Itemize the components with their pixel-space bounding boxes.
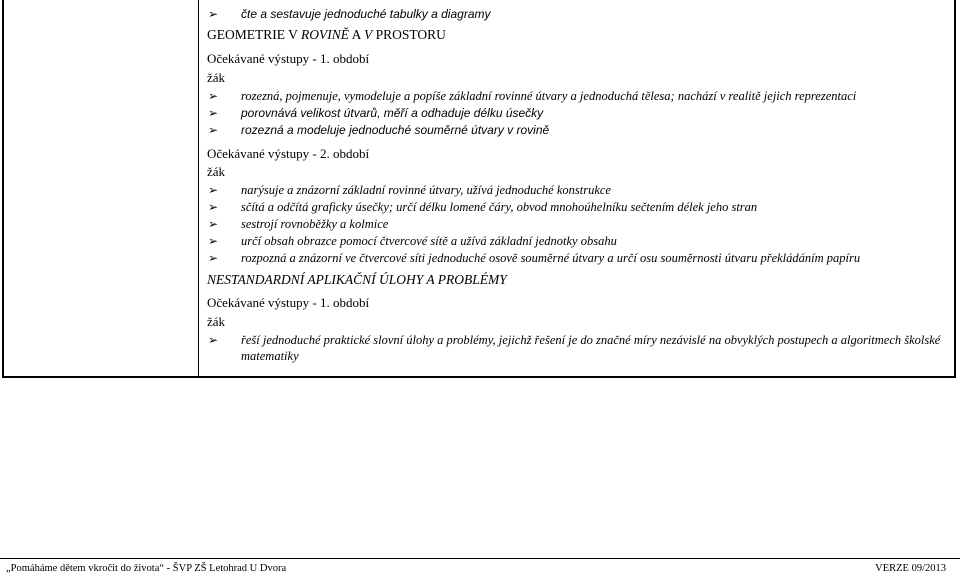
arrow-bullet-icon: ➢ [208,123,219,137]
list-item: ➢ čte a sestavuje jednoduché tabulky a diagramy [208,7,491,21]
arrow-bullet-icon: ➢ [208,106,219,120]
arrow-bullet-icon: ➢ [208,251,219,265]
expected-outcomes-label: Očekávané výstupy - 1. období [207,295,370,310]
page-footer [0,558,960,581]
list-item: ➢ určí obsah obrazce pomocí čtvercové sítě a užívá základní jednotky obsahu [208,234,617,248]
list-item: ➢ sestrojí rovnoběžky a kolmice [208,217,389,231]
footer-version: VERZE 09/2013 [875,563,946,574]
list-item: ➢ sčítá a odčítá graficky úsečky; určí délku lomené čáry, obvod mnohoúhelníku sečtením délek jeho stran [208,200,758,214]
section-heading-geometry: GEOMETRIE V ROVINĚ A V PROSTORU [207,27,446,42]
pupil-label: žák [207,70,226,85]
arrow-bullet-icon: ➢ [208,89,219,103]
list-item: ➢ narýsuje a znázorní základní rovinné útvary, užívá jednoduché konstrukce [208,183,611,197]
list-item: ➢ rozezná a modeluje jednoduché souměrné útvary v rovině [208,123,550,137]
list-item: ➢ porovnává velikost útvarů, měří a odhaduje délku úsečky [208,106,544,120]
section-heading-nonstandard: NESTANDARDNÍ APLIKAČNÍ ÚLOHY A PROBLÉMY [207,272,507,287]
pupil-label: žák [207,164,226,179]
list-item: ➢ rozezná, pojmenuje, vymodeluje a popíše základní rovinné útvary a jednoduchá tělesa; nachází v realitě jejich reprezentaci [208,89,857,103]
arrow-bullet-icon: ➢ [208,234,219,248]
expected-outcomes-label: Očekávané výstupy - 1. období [207,51,370,66]
arrow-bullet-icon: ➢ [208,217,219,231]
footer-program-title: „Pomáháme dětem vkročit do života“ - ŠVP ZŠ Letohrad U Dvora [6,563,287,574]
empty-left-cell [4,0,199,376]
arrow-bullet-icon: ➢ [208,200,219,214]
arrow-bullet-icon: ➢ [208,7,219,21]
arrow-bullet-icon: ➢ [208,183,219,197]
expected-outcomes-label: Očekávané výstupy - 2. období [207,146,370,161]
pupil-label: žák [207,314,226,329]
list-item: ➢ řeší jednoduché praktické slovní úlohy a problémy, jejichž řešení je do značné míry nezávislé na obvyklých postupech a algoritmech školské matematiky [208,333,941,363]
arrow-bullet-icon: ➢ [208,333,219,347]
list-item: ➢ rozpozná a znázorní ve čtvercové síti jednoduché osově souměrné útvary a určí osu souměrnosti útvaru překládáním papíru [208,251,861,265]
curriculum-table [2,0,956,378]
